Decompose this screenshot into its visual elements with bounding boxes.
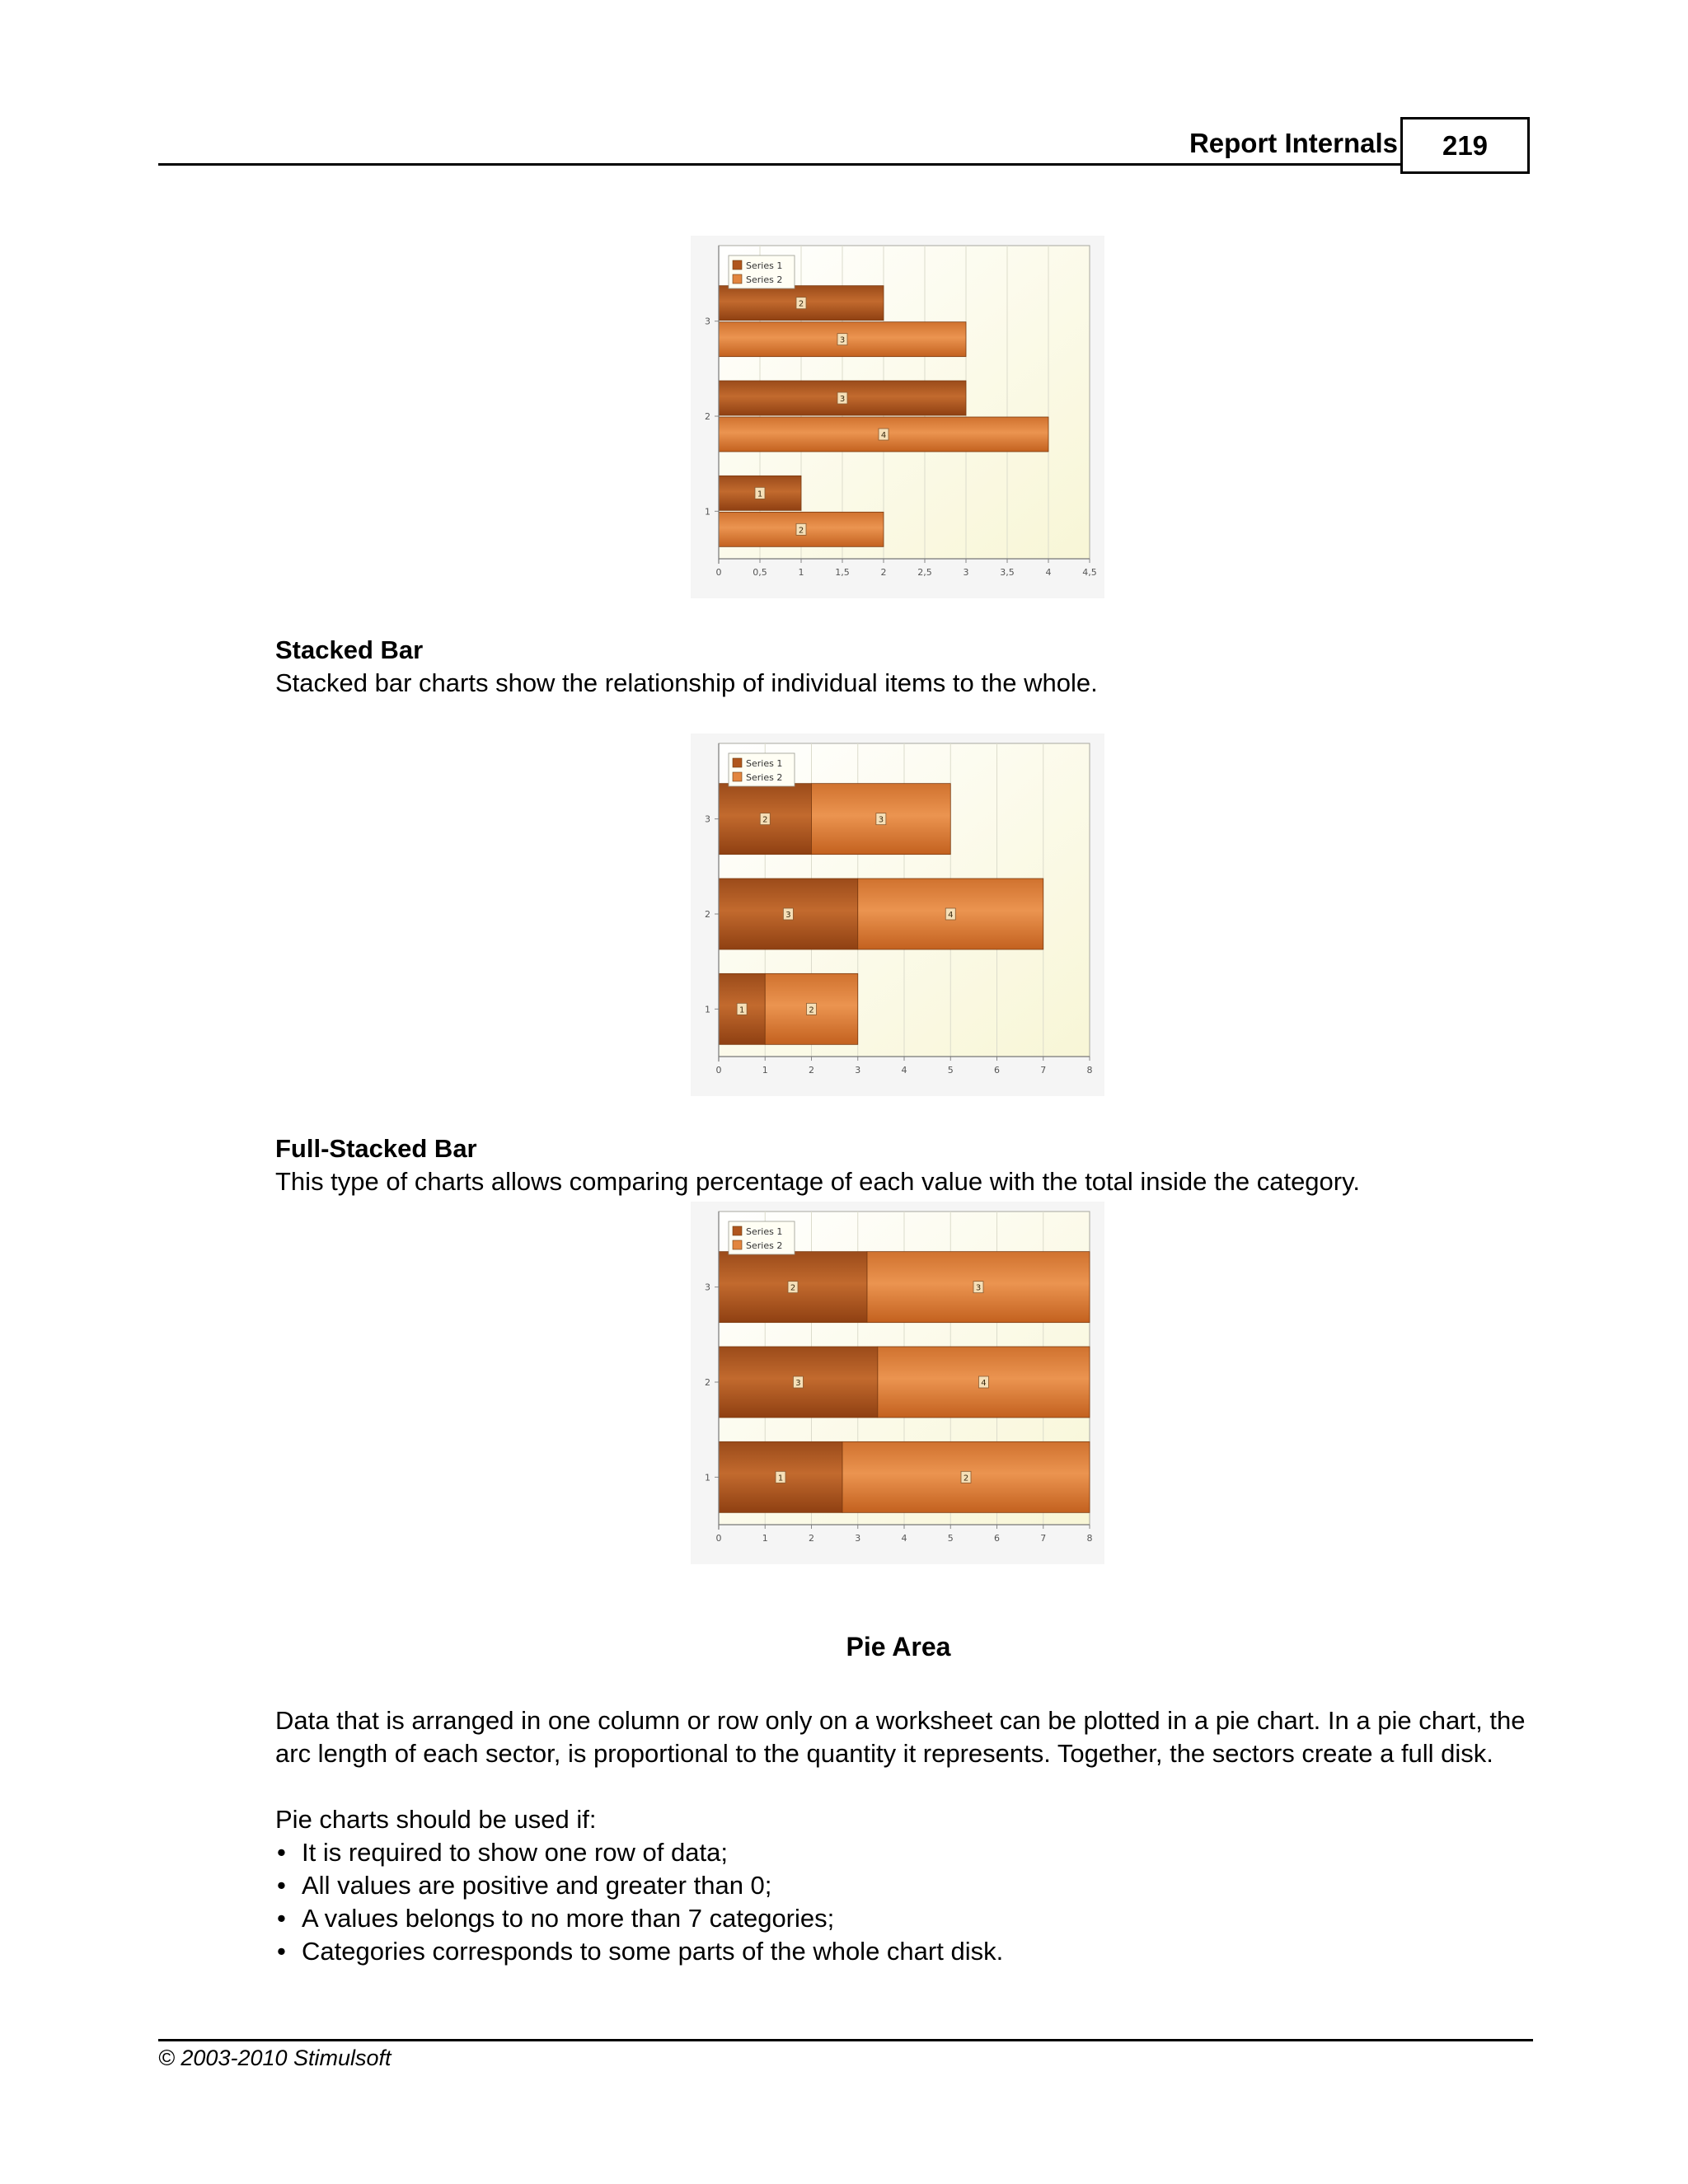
legend-swatch [733,274,742,284]
legend-swatch [733,1240,742,1249]
x-tick-label: 2 [809,1533,814,1544]
chart-legend [729,753,795,786]
y-tick-label: 3 [705,1282,710,1293]
x-tick-label: 0 [715,1065,722,1076]
x-tick-label: 7 [1040,1065,1047,1076]
full-stacked-bar-chart [691,1202,1104,1564]
x-tick-label: 3 [963,567,969,578]
data-label: 3 [839,335,846,345]
legend-label: Series 1 [746,758,783,769]
x-tick-label: 1 [762,1533,768,1544]
footer-rule [158,2039,1533,2041]
legend-label: Series 2 [746,772,783,783]
data-label: 3 [975,1283,982,1293]
legend-label: Series 2 [746,274,783,285]
x-tick-label: 5 [947,1533,954,1544]
data-label: 4 [948,911,954,920]
full-stacked-bar-chart-svg [691,1202,1104,1564]
x-tick-label: 8 [1086,1533,1093,1544]
clustered-bar-chart-svg [691,236,1104,598]
x-tick-label: 1 [798,567,804,578]
legend-swatch [733,1226,742,1235]
data-label: 2 [809,1005,814,1015]
page-number: 219 [1400,117,1530,174]
y-tick-label: 2 [705,1377,710,1388]
x-tick-label: 7 [1040,1533,1047,1544]
data-label: 2 [762,815,768,825]
y-tick-label: 3 [705,813,710,825]
pie-area-heading: Pie Area [846,1632,951,1661]
x-tick-label: 1 [762,1065,768,1076]
data-label: 3 [785,911,791,920]
data-label: 4 [880,431,887,440]
list-item: • All values are positive and greater than 0; [275,1869,1003,1902]
x-tick-label: 3,5 [1000,567,1015,578]
clustered-bar-chart [691,236,1104,598]
stacked-bar-chart [691,733,1104,1096]
pie-area-bullet-list [275,1836,1003,1968]
stacked-bar-heading: Stacked Bar [275,635,424,664]
x-tick-label: 4 [1045,567,1052,578]
pie-area-intro: Pie charts should be used if: [275,1805,597,1834]
data-label: 3 [839,395,846,404]
legend-label: Series 1 [746,260,783,271]
y-tick-label: 1 [705,1004,710,1015]
data-label: 2 [798,299,804,309]
data-label: 2 [963,1474,969,1483]
data-label: 1 [777,1474,784,1483]
y-tick-label: 2 [705,411,710,422]
data-label: 1 [757,490,763,499]
x-tick-label: 0 [715,1533,722,1544]
x-tick-label: 3 [855,1533,861,1544]
data-label: 3 [795,1379,801,1388]
y-tick-label: 1 [705,506,710,518]
x-tick-label: 0 [715,567,722,578]
running-header-title: Report Internals [1189,128,1398,158]
header-rule [158,163,1401,166]
x-tick-label: 1,5 [835,567,850,578]
stacked-bar-description: Stacked bar charts show the relationship of individual items to the whole. [275,668,1098,697]
legend-swatch [733,772,742,781]
data-label: 1 [738,1005,745,1015]
stacked-bar-chart-svg [691,733,1104,1096]
x-tick-label: 4 [901,1533,907,1544]
data-label: 2 [790,1283,796,1293]
x-tick-label: 5 [947,1065,954,1076]
x-tick-label: 6 [994,1065,1000,1076]
x-tick-label: 4,5 [1082,567,1097,578]
chart-legend [729,255,795,288]
list-item: • Categories corresponds to some parts of the whole chart disk. [275,1935,1003,1968]
x-tick-label: 6 [994,1533,1000,1544]
chart-legend [729,1221,795,1254]
pie-area-paragraph: Data that is arranged in one column or row only on a worksheet can be plotted in a pie chart. In a pie chart, the arc length of each sector, is proportional to the quantity it represents. Together, the sectors create a full disk. [275,1706,1526,1768]
x-tick-label: 4 [901,1065,907,1076]
x-tick-label: 0,5 [753,567,767,578]
data-label: 3 [878,815,884,825]
y-tick-label: 1 [705,1472,710,1483]
legend-swatch [733,758,742,767]
y-tick-label: 3 [705,316,710,327]
y-tick-label: 2 [705,909,710,920]
x-tick-label: 2 [809,1065,814,1076]
legend-label: Series 1 [746,1226,783,1237]
legend-swatch [733,260,742,269]
x-tick-label: 3 [855,1065,861,1076]
full-stacked-bar-description: This type of charts allows comparing percentage of each value with the total inside the category. [275,1167,1360,1196]
x-tick-label: 8 [1086,1065,1093,1076]
data-label: 2 [798,526,804,536]
x-tick-label: 2 [880,567,887,578]
list-item: • It is required to show one row of data; [275,1836,1003,1869]
full-stacked-bar-heading: Full-Stacked Bar [275,1134,477,1163]
list-item: • A values belongs to no more than 7 categories; [275,1902,1003,1935]
legend-label: Series 2 [746,1240,783,1251]
data-label: 4 [981,1379,987,1388]
x-tick-label: 2,5 [917,567,932,578]
footer-copyright: © 2003-2010 Stimulsoft [158,2046,392,2070]
